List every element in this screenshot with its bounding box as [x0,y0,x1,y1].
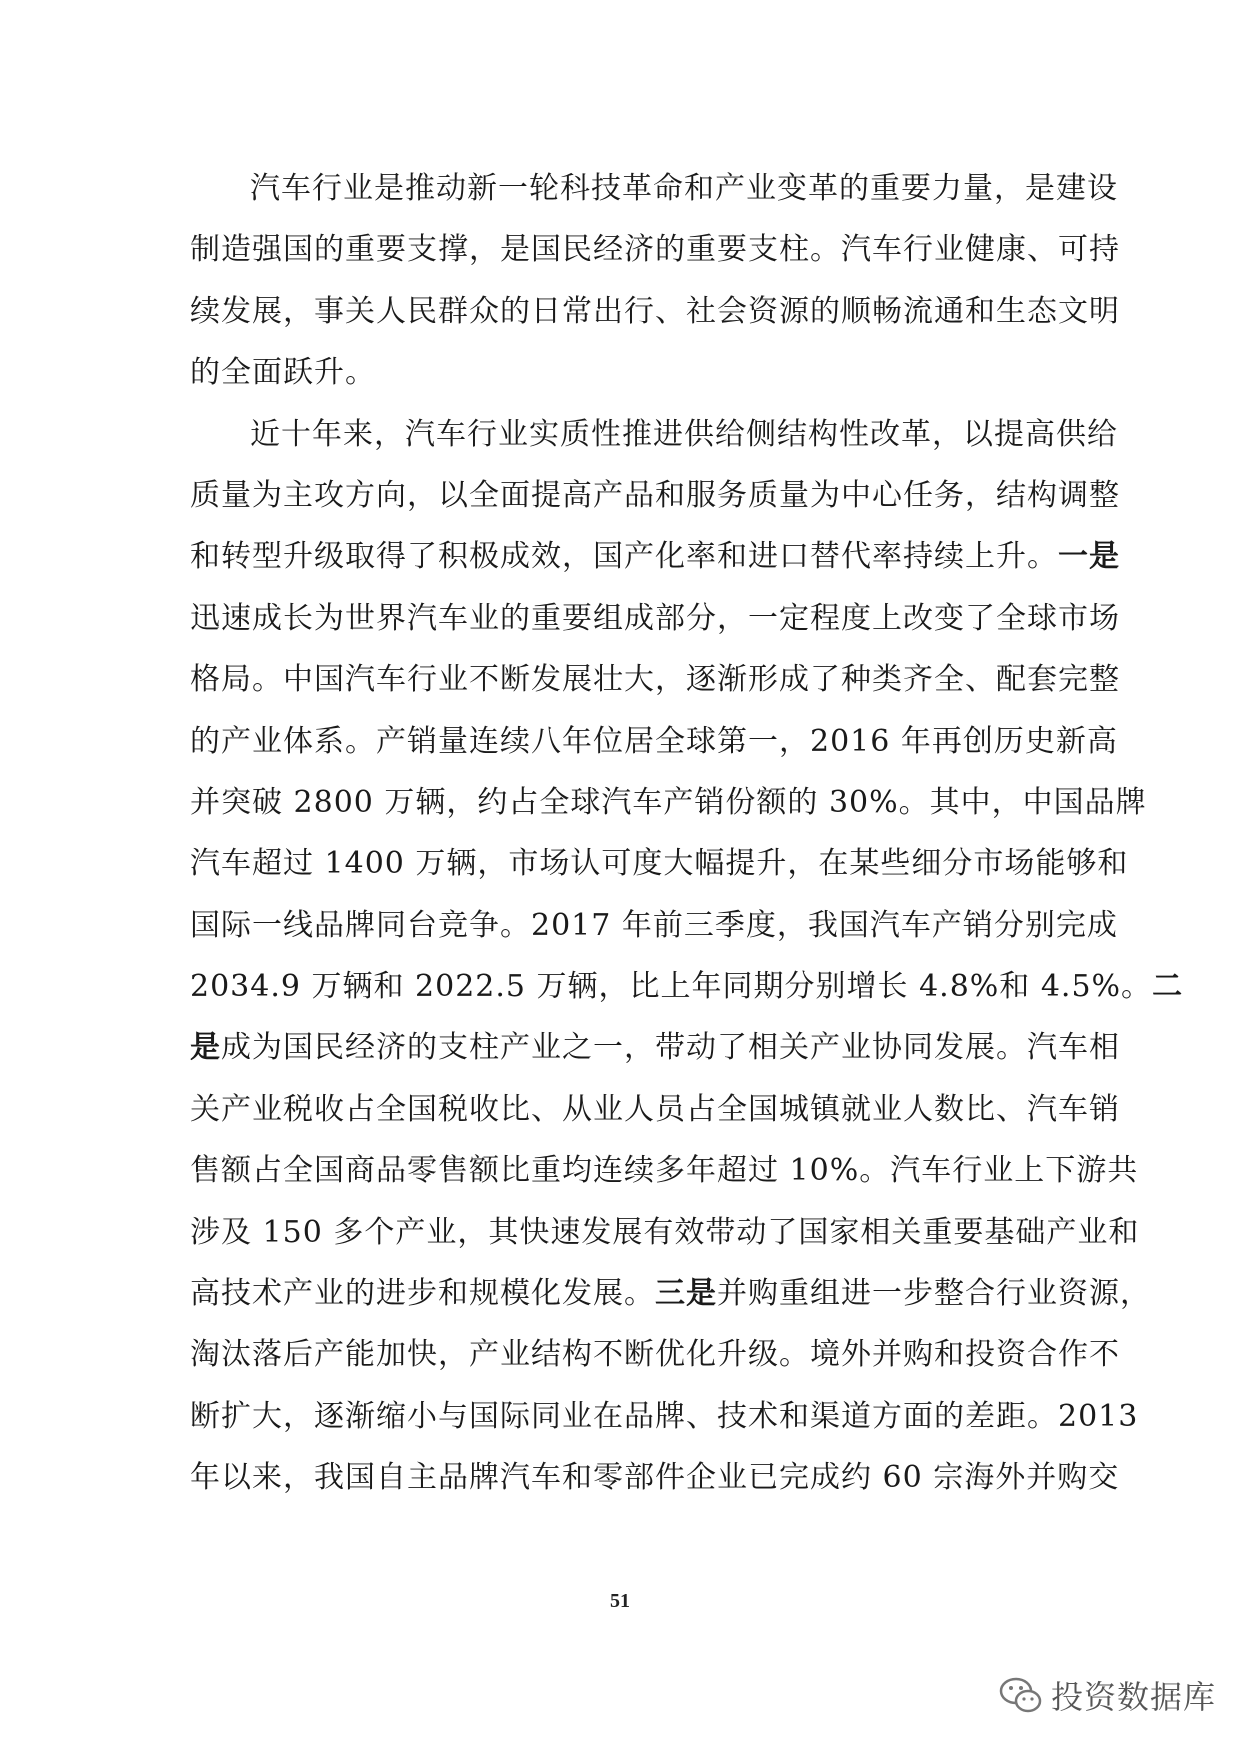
text-line [190,711,1118,772]
line-text: 迅速成长为世界汽车业的重要组成部分，一定程度上改变了全球市场 [190,600,1120,636]
text-line [190,1202,1140,1263]
line-text: 关产业税收占全国税收比、从业人员占全国城镇就业人数比、汽车销 [190,1091,1120,1127]
line-text: 国际一线品牌同台竞争。2017 年前三季度，我国汽车产销分别完成 [190,907,1118,943]
line-text: 并突破 2800 万辆，约占全球汽车产销份额的 30%。其中，中国品牌 [190,784,1147,820]
bold-emphasis: 是 [190,1030,221,1066]
line-text: 和转型升级取得了积极成效，国产化率和进口替代率持续上升。 [190,539,1058,575]
text-line [190,158,1118,219]
text-line [190,219,1120,280]
text-line [190,526,1120,587]
line-text: 售额占全国商品零售额比重均连续多年超过 10%。汽车行业上下游共 [190,1153,1139,1189]
bold-emphasis: 一是 [1058,539,1120,575]
line-text: 2034.9 万辆和 2022.5 万辆，比上年同期分别增长 4.8%和 4.5%。 [190,969,1153,1005]
bold-emphasis: 二 [1152,969,1184,1005]
text-line [190,1140,1139,1201]
text-line [190,588,1120,649]
text-line [190,956,1184,1017]
line-text: 的产业体系。产销量连续八年位居全球第一，2016 年再创历史新高 [190,723,1118,759]
wechat-icon [999,1675,1043,1715]
body-text [190,158,1184,1509]
line-text: 淘汰落后产能加快，产业结构不断优化升级。境外并购和投资合作不 [190,1337,1120,1373]
text-line [190,465,1120,526]
text-line [190,895,1118,956]
watermark [999,1672,1216,1718]
line-text: 近十年来，汽车行业实质性推进供给侧结构性改革，以提高供给 [250,416,1118,452]
line-text: 涉及 150 多个产业，其快速发展有效带动了国家相关重要基础产业和 [190,1214,1140,1250]
text-line [190,1386,1139,1447]
line-text: 成为国民经济的支柱产业之一，带动了相关产业协同发展。汽车相 [221,1030,1120,1066]
line-text: 制造强国的重要支撑，是国民经济的重要支柱。汽车行业健康、可持 [190,232,1120,268]
line-text: 汽车行业是推动新一轮科技革命和产业变革的重要力量，是建设 [250,171,1118,206]
watermark-text: 投资数据库 [1050,1678,1216,1716]
text-line [190,1263,1151,1324]
text-line [190,281,1120,342]
line-text: 汽车超过 1400 万辆，市场认可度大幅提升，在某些细分市场能够和 [190,846,1129,882]
bold-emphasis: 三是 [655,1276,717,1312]
text-line [190,342,1058,403]
line-text: 续发展，事关人民群众的日常出行、社会资源的顺畅流通和生态文明 [190,293,1120,329]
text-line [190,404,1118,465]
text-line [190,833,1129,894]
line-text: 质量为主攻方向，以全面提高产品和服务质量为中心任务，结构调整 [190,477,1120,513]
text-line [190,1079,1120,1140]
line-text-continued: 并购重组进一步整合行业资源， [717,1276,1151,1312]
line-text: 断扩大，逐渐缩小与国际同业在品牌、技术和渠道方面的差距。2013 [190,1398,1139,1434]
text-line [190,649,1120,710]
text-line [190,772,1147,833]
text-line [190,1017,1120,1078]
page-number: 51 [610,1590,630,1612]
line-text: 格局。中国汽车行业不断发展壮大，逐渐形成了种类齐全、配套完整 [190,662,1120,698]
line-text: 高技术产业的进步和规模化发展。 [190,1276,655,1312]
line-text: 年以来，我国自主品牌汽车和零部件企业已完成约 60 宗海外并购交 [190,1460,1120,1496]
line-text: 的全面跃升。 [190,355,376,391]
text-line [190,1324,1120,1385]
text-line [190,1447,1120,1508]
